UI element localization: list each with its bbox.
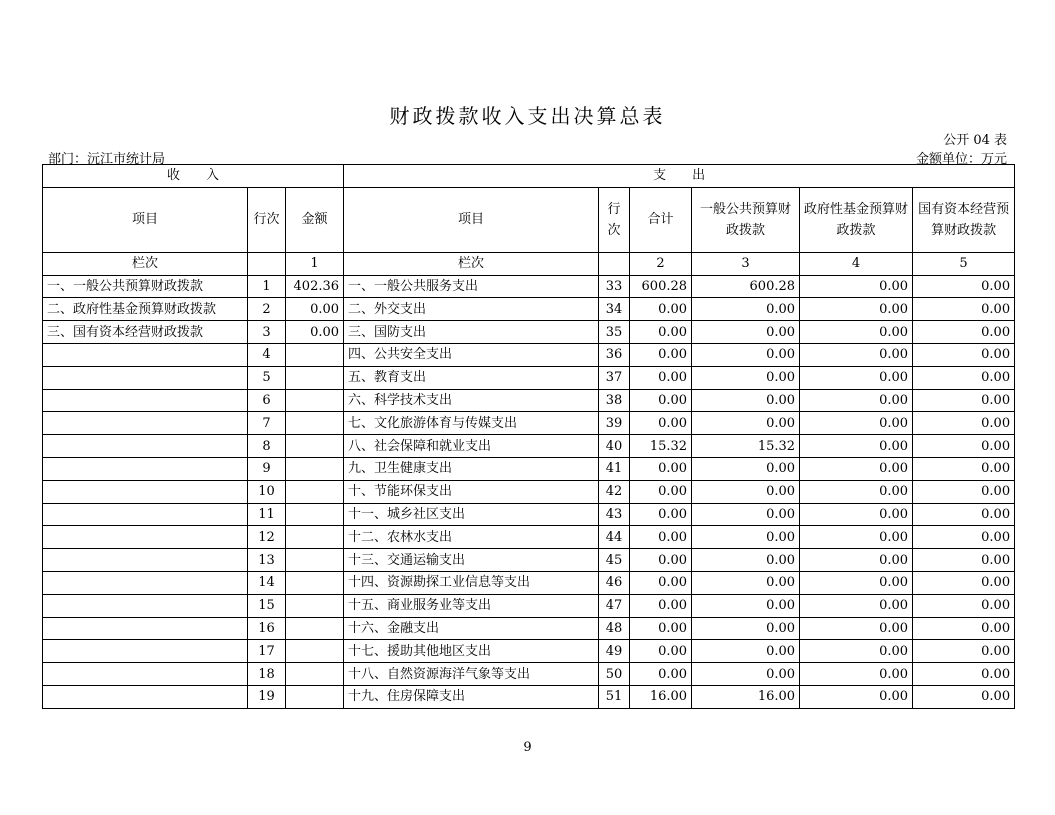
page-title: 财政拨款收入支出决算总表 xyxy=(389,104,666,128)
income-amount-cell xyxy=(286,480,344,503)
general-budget-cell: 0.00 xyxy=(692,594,800,617)
general-budget-cell: 0.00 xyxy=(692,321,800,344)
table-row xyxy=(43,389,1015,412)
general-budget-cell: 0.00 xyxy=(692,640,800,663)
page-number: 9 xyxy=(523,740,532,755)
gov-fund-cell: 0.00 xyxy=(800,321,913,344)
total-cell: 16.00 xyxy=(630,685,692,708)
state-capital-cell: 0.00 xyxy=(913,617,1015,640)
state-capital-cell: 0.00 xyxy=(913,503,1015,526)
table-row xyxy=(43,640,1015,663)
gov-fund-cell: 0.00 xyxy=(800,457,913,480)
gov-fund-cell: 0.00 xyxy=(800,435,913,458)
general-budget-cell: 0.00 xyxy=(692,503,800,526)
total-cell: 0.00 xyxy=(630,321,692,344)
state-capital-cell: 0.00 xyxy=(913,321,1015,344)
income-row-no-cell: 18 xyxy=(248,663,286,686)
income-item-cell xyxy=(43,594,248,617)
expense-row-no-cell: 36 xyxy=(599,343,630,366)
state-capital-cell: 0.00 xyxy=(913,663,1015,686)
general-budget-cell: 0.00 xyxy=(692,526,800,549)
income-row-no-cell: 2 xyxy=(248,298,286,321)
income-item-cell xyxy=(43,480,248,503)
column-index-2: 2 xyxy=(630,252,692,275)
total-cell: 0.00 xyxy=(630,663,692,686)
expense-row-no-cell: 33 xyxy=(599,275,630,298)
expense-item-cell: 十二、农林水支出 xyxy=(344,526,599,549)
gov-fund-cell: 0.00 xyxy=(800,298,913,321)
total-cell: 0.00 xyxy=(630,640,692,663)
table-row xyxy=(43,366,1015,389)
table-row xyxy=(43,571,1015,594)
income-row-no-cell: 13 xyxy=(248,549,286,572)
income-row-no-cell: 12 xyxy=(248,526,286,549)
expense-row-no-cell: 38 xyxy=(599,389,630,412)
department-label: 部门：沅江市统计局 xyxy=(48,152,166,167)
state-capital-cell: 0.00 xyxy=(913,685,1015,708)
expense-row-no-header: 行次 xyxy=(599,187,630,252)
income-amount-cell xyxy=(286,685,344,708)
state-capital-cell: 0.00 xyxy=(913,457,1015,480)
income-row-no-cell: 3 xyxy=(248,321,286,344)
income-row-no-cell: 17 xyxy=(248,640,286,663)
expense-row-no-cell: 49 xyxy=(599,640,630,663)
expense-item-cell: 三、国防支出 xyxy=(344,321,599,344)
income-row-no-cell: 6 xyxy=(248,389,286,412)
table-row xyxy=(43,526,1015,549)
total-cell: 0.00 xyxy=(630,389,692,412)
income-amount-cell xyxy=(286,571,344,594)
expense-item-cell: 四、公共安全支出 xyxy=(344,343,599,366)
income-item-cell xyxy=(43,571,248,594)
table-row xyxy=(43,321,1015,344)
income-amount-cell xyxy=(286,549,344,572)
general-budget-cell: 0.00 xyxy=(692,663,800,686)
gov-fund-cell: 0.00 xyxy=(800,549,913,572)
total-cell: 0.00 xyxy=(630,594,692,617)
gov-fund-cell: 0.00 xyxy=(800,389,913,412)
table-row xyxy=(43,435,1015,458)
general-budget-cell: 600.28 xyxy=(692,275,800,298)
general-budget-cell: 16.00 xyxy=(692,685,800,708)
gov-fund-cell: 0.00 xyxy=(800,685,913,708)
income-item-header: 项目 xyxy=(43,187,248,252)
general-budget-cell: 0.00 xyxy=(692,366,800,389)
income-row-no-cell: 9 xyxy=(248,457,286,480)
expense-item-cell: 二、外交支出 xyxy=(344,298,599,321)
total-cell: 0.00 xyxy=(630,343,692,366)
state-capital-cell: 0.00 xyxy=(913,640,1015,663)
gov-fund-cell: 0.00 xyxy=(800,526,913,549)
income-item-cell xyxy=(43,526,248,549)
state-capital-cell: 0.00 xyxy=(913,480,1015,503)
income-amount-cell: 0.00 xyxy=(286,298,344,321)
income-amount-cell xyxy=(286,457,344,480)
income-row-no-cell: 11 xyxy=(248,503,286,526)
total-cell: 0.00 xyxy=(630,503,692,526)
state-capital-cell: 0.00 xyxy=(913,412,1015,435)
expense-item-header: 项目 xyxy=(344,187,599,252)
expense-row-no-cell: 35 xyxy=(599,321,630,344)
column-index-label: 栏次 xyxy=(344,252,599,275)
table-row xyxy=(43,457,1015,480)
state-capital-header: 国有资本经营预算财政拨款 xyxy=(913,187,1015,252)
expense-item-cell: 七、文化旅游体育与传媒支出 xyxy=(344,412,599,435)
state-capital-cell: 0.00 xyxy=(913,549,1015,572)
total-header: 合计 xyxy=(630,187,692,252)
income-amount-cell xyxy=(286,412,344,435)
income-amount-cell xyxy=(286,594,344,617)
income-row-no-cell: 8 xyxy=(248,435,286,458)
general-budget-cell: 0.00 xyxy=(692,412,800,435)
table-row xyxy=(43,298,1015,321)
income-amount-cell xyxy=(286,526,344,549)
income-header: 收 入 xyxy=(43,165,344,188)
income-amount-cell: 0.00 xyxy=(286,321,344,344)
general-budget-cell: 0.00 xyxy=(692,389,800,412)
expense-item-cell: 十、节能环保支出 xyxy=(344,480,599,503)
income-amount-cell xyxy=(286,617,344,640)
income-item-cell xyxy=(43,366,248,389)
total-cell: 0.00 xyxy=(630,412,692,435)
gov-fund-cell: 0.00 xyxy=(800,366,913,389)
expense-item-cell: 六、科学技术支出 xyxy=(344,389,599,412)
table-row xyxy=(43,503,1015,526)
gov-fund-cell: 0.00 xyxy=(800,275,913,298)
income-item-cell xyxy=(43,685,248,708)
general-budget-cell: 0.00 xyxy=(692,343,800,366)
income-item-cell xyxy=(43,503,248,526)
income-item-cell: 二、政府性基金预算财政拨款 xyxy=(43,298,248,321)
expense-item-cell: 十八、自然资源海洋气象等支出 xyxy=(344,663,599,686)
table-row xyxy=(43,594,1015,617)
total-cell: 0.00 xyxy=(630,366,692,389)
gov-fund-cell: 0.00 xyxy=(800,412,913,435)
state-capital-cell: 0.00 xyxy=(913,298,1015,321)
expense-row-no-cell: 44 xyxy=(599,526,630,549)
column-index-empty xyxy=(248,252,286,275)
table-code: 公开 04 表 xyxy=(943,133,1007,148)
total-cell: 0.00 xyxy=(630,298,692,321)
gov-fund-cell: 0.00 xyxy=(800,571,913,594)
general-budget-cell: 0.00 xyxy=(692,549,800,572)
gov-fund-cell: 0.00 xyxy=(800,594,913,617)
expense-row-no-cell: 43 xyxy=(599,503,630,526)
gov-fund-cell: 0.00 xyxy=(800,663,913,686)
expense-item-cell: 十五、商业服务业等支出 xyxy=(344,594,599,617)
income-amount-cell xyxy=(286,366,344,389)
state-capital-cell: 0.00 xyxy=(913,526,1015,549)
income-row-no-cell: 4 xyxy=(248,343,286,366)
income-row-no-cell: 10 xyxy=(248,480,286,503)
general-budget-cell: 0.00 xyxy=(692,480,800,503)
state-capital-cell: 0.00 xyxy=(913,389,1015,412)
state-capital-cell: 0.00 xyxy=(913,366,1015,389)
income-row-no-header: 行次 xyxy=(248,187,286,252)
column-index-4: 4 xyxy=(800,252,913,275)
table-row xyxy=(43,480,1015,503)
expense-row-no-cell: 47 xyxy=(599,594,630,617)
column-index-empty xyxy=(599,252,630,275)
income-row-no-cell: 5 xyxy=(248,366,286,389)
income-row-no-cell: 15 xyxy=(248,594,286,617)
column-index-5: 5 xyxy=(913,252,1015,275)
table-row xyxy=(43,663,1015,686)
expense-item-cell: 一、一般公共服务支出 xyxy=(344,275,599,298)
expense-row-no-cell: 50 xyxy=(599,663,630,686)
income-row-no-cell: 14 xyxy=(248,571,286,594)
expense-row-no-cell: 48 xyxy=(599,617,630,640)
expense-row-no-cell: 37 xyxy=(599,366,630,389)
summary-table xyxy=(42,164,1015,709)
general-budget-header: 一般公共预算财政拨款 xyxy=(692,187,800,252)
table-row xyxy=(43,549,1015,572)
total-cell: 600.28 xyxy=(630,275,692,298)
expense-item-cell: 十九、住房保障支出 xyxy=(344,685,599,708)
total-cell: 0.00 xyxy=(630,526,692,549)
gov-fund-cell: 0.00 xyxy=(800,617,913,640)
table-row xyxy=(43,412,1015,435)
general-budget-cell: 0.00 xyxy=(692,617,800,640)
total-cell: 15.32 xyxy=(630,435,692,458)
expense-item-cell: 十四、资源勘探工业信息等支出 xyxy=(344,571,599,594)
income-row-no-cell: 19 xyxy=(248,685,286,708)
income-item-cell xyxy=(43,663,248,686)
expense-item-cell: 八、社会保障和就业支出 xyxy=(344,435,599,458)
expense-row-no-cell: 41 xyxy=(599,457,630,480)
total-cell: 0.00 xyxy=(630,549,692,572)
income-amount-cell xyxy=(286,435,344,458)
income-amount-header: 金额 xyxy=(286,187,344,252)
expense-row-no-cell: 45 xyxy=(599,549,630,572)
general-budget-cell: 15.32 xyxy=(692,435,800,458)
income-amount-cell xyxy=(286,663,344,686)
income-row-no-cell: 1 xyxy=(248,275,286,298)
state-capital-cell: 0.00 xyxy=(913,435,1015,458)
income-item-cell xyxy=(43,549,248,572)
column-index-label: 栏次 xyxy=(43,252,248,275)
table-row xyxy=(43,275,1015,298)
state-capital-cell: 0.00 xyxy=(913,571,1015,594)
expense-row-no-cell: 46 xyxy=(599,571,630,594)
total-cell: 0.00 xyxy=(630,571,692,594)
income-item-cell xyxy=(43,412,248,435)
general-budget-cell: 0.00 xyxy=(692,298,800,321)
expense-item-cell: 九、卫生健康支出 xyxy=(344,457,599,480)
general-budget-cell: 0.00 xyxy=(692,571,800,594)
total-cell: 0.00 xyxy=(630,457,692,480)
expense-row-no-cell: 40 xyxy=(599,435,630,458)
general-budget-cell: 0.00 xyxy=(692,457,800,480)
state-capital-cell: 0.00 xyxy=(913,594,1015,617)
income-amount-cell xyxy=(286,640,344,663)
gov-fund-cell: 0.00 xyxy=(800,503,913,526)
expense-row-no-cell: 34 xyxy=(599,298,630,321)
income-item-cell xyxy=(43,640,248,663)
table-row xyxy=(43,685,1015,708)
state-capital-cell: 0.00 xyxy=(913,343,1015,366)
income-item-cell: 三、国有资本经营财政拨款 xyxy=(43,321,248,344)
expense-item-cell: 十一、城乡社区支出 xyxy=(344,503,599,526)
expense-row-no-cell: 39 xyxy=(599,412,630,435)
state-capital-cell: 0.00 xyxy=(913,275,1015,298)
column-index-1: 1 xyxy=(286,252,344,275)
expense-item-cell: 十六、金融支出 xyxy=(344,617,599,640)
expense-header: 支 出 xyxy=(344,165,1015,188)
income-item-cell xyxy=(43,617,248,640)
expense-row-no-cell: 42 xyxy=(599,480,630,503)
table-row xyxy=(43,617,1015,640)
column-index-3: 3 xyxy=(692,252,800,275)
unit-label: 金额单位：万元 xyxy=(915,152,1007,167)
expense-row-no-cell: 51 xyxy=(599,685,630,708)
gov-fund-cell: 0.00 xyxy=(800,343,913,366)
income-row-no-cell: 7 xyxy=(248,412,286,435)
income-item-cell xyxy=(43,343,248,366)
total-cell: 0.00 xyxy=(630,480,692,503)
income-amount-cell: 402.36 xyxy=(286,275,344,298)
income-row-no-cell: 16 xyxy=(248,617,286,640)
income-item-cell xyxy=(43,457,248,480)
income-item-cell xyxy=(43,389,248,412)
income-item-cell xyxy=(43,435,248,458)
expense-item-cell: 五、教育支出 xyxy=(344,366,599,389)
income-amount-cell xyxy=(286,343,344,366)
gov-fund-cell: 0.00 xyxy=(800,640,913,663)
total-cell: 0.00 xyxy=(630,617,692,640)
income-amount-cell xyxy=(286,389,344,412)
table-row xyxy=(43,343,1015,366)
income-amount-cell xyxy=(286,503,344,526)
gov-fund-header: 政府性基金预算财政拨款 xyxy=(800,187,913,252)
expense-item-cell: 十七、援助其他地区支出 xyxy=(344,640,599,663)
expense-item-cell: 十三、交通运输支出 xyxy=(344,549,599,572)
gov-fund-cell: 0.00 xyxy=(800,480,913,503)
income-item-cell: 一、一般公共预算财政拨款 xyxy=(43,275,248,298)
